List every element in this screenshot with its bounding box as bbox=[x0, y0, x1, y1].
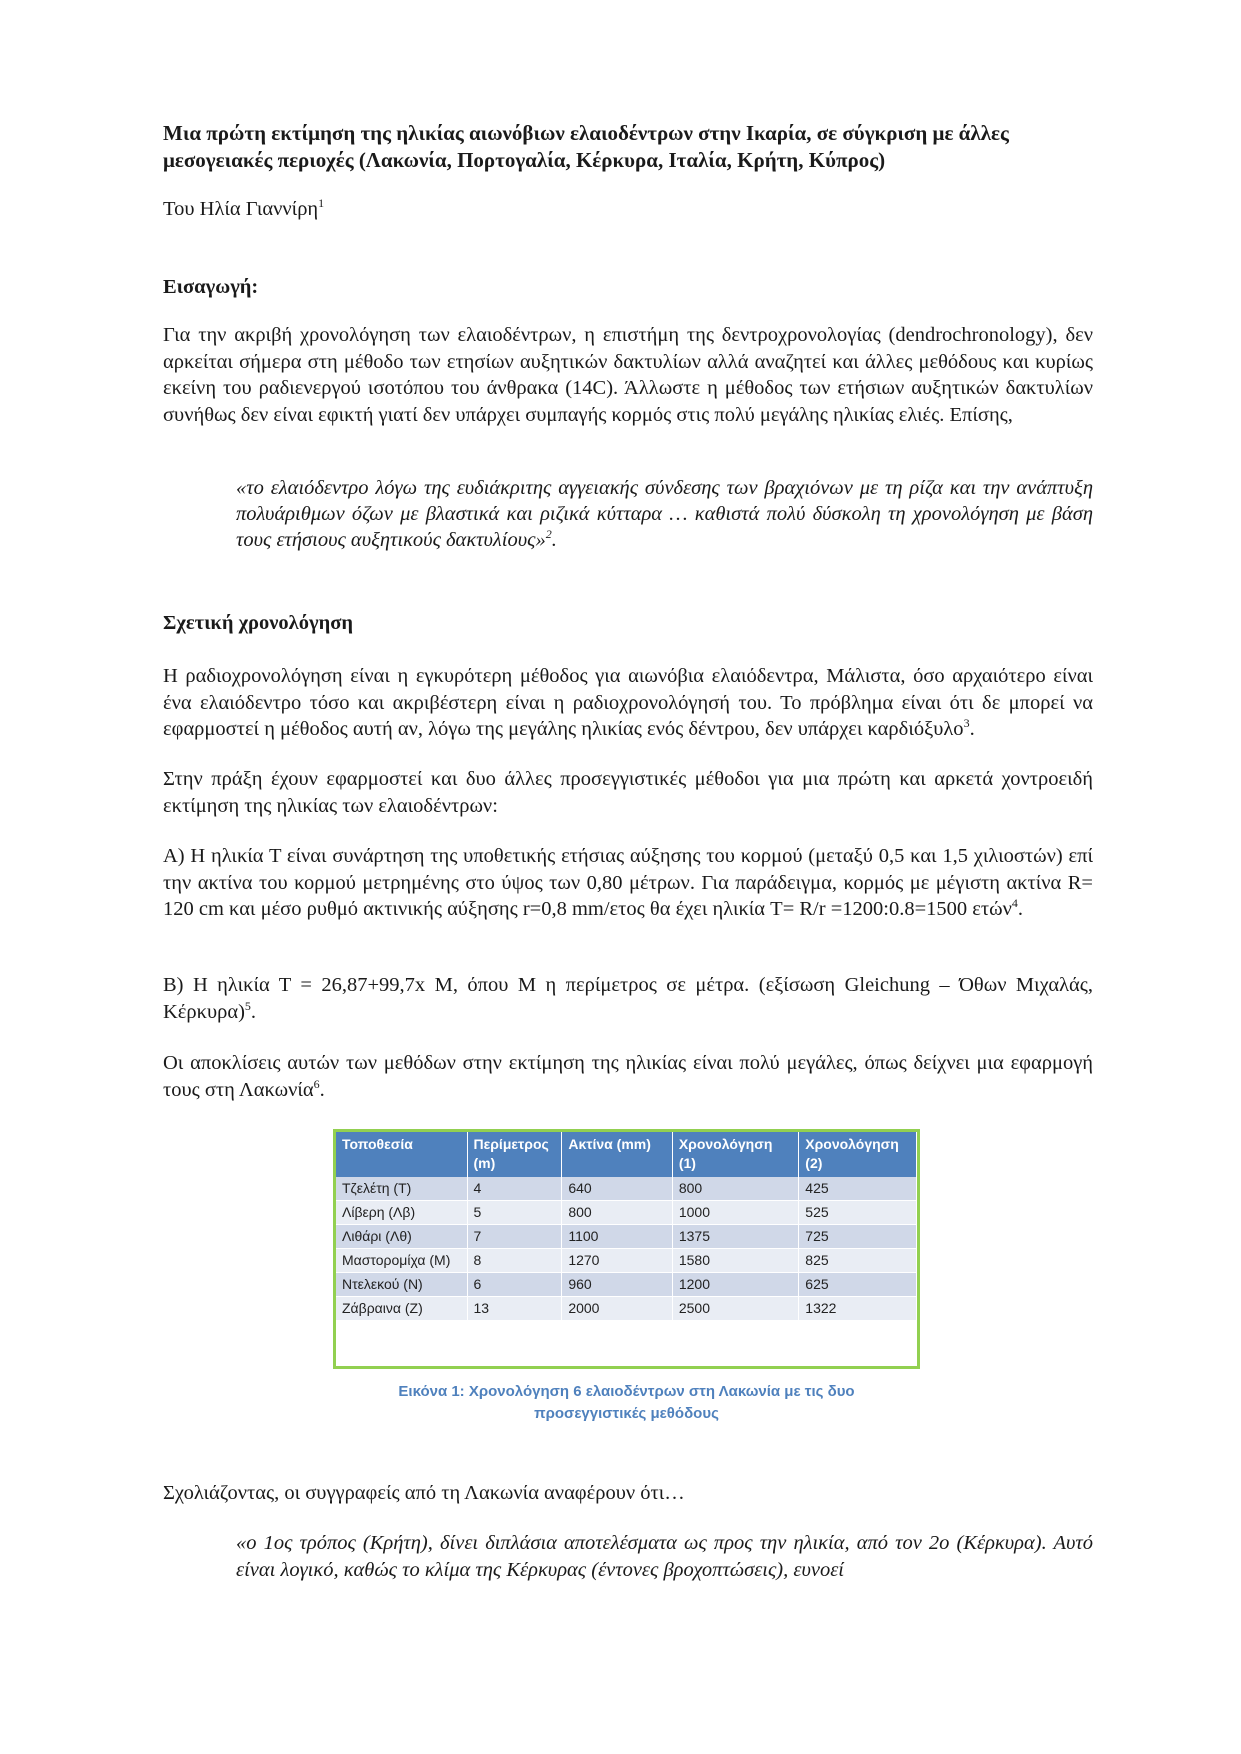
author-name: Του Ηλία Γιαννίρη bbox=[163, 198, 319, 220]
table-cell: Λιθάρι (Λθ) bbox=[336, 1225, 467, 1249]
column-header-location: Τοποθεσία bbox=[336, 1132, 467, 1177]
table-cell: 4 bbox=[467, 1177, 562, 1201]
table-cell: 7 bbox=[467, 1225, 562, 1249]
table-cell: 1580 bbox=[672, 1249, 798, 1273]
table-cell: 1100 bbox=[562, 1225, 673, 1249]
intro-heading: Εισαγωγή: bbox=[163, 276, 259, 298]
method-b-text: Β) Η ηλικία Τ = 26,87+99,7x M, όπου Μ η περίμετρος σε μέτρα. (εξίσωση Gleichung – Όθων Μιχαλάς, Κέρκυρα) bbox=[163, 974, 1093, 1023]
table-header-row bbox=[336, 1132, 917, 1177]
footnote-ref-1: 1 bbox=[318, 196, 325, 211]
footnote-ref-5: 5 bbox=[244, 998, 251, 1013]
relative-paragraph-1-end: . bbox=[969, 718, 975, 740]
table-cell: 2000 bbox=[562, 1297, 673, 1321]
relative-paragraph-2: Στην πράξη έχουν εφαρμοστεί και δυο άλλες προσεγγιστικές μέθοδοι για μια πρώτη και αρκετά χοντροειδή εκτίμηση της ηλικίας των ελαιοδέντρων: bbox=[163, 768, 1093, 817]
table-cell: 5 bbox=[467, 1201, 562, 1225]
table-row bbox=[336, 1273, 917, 1297]
table-cell: Ντελεκού (Ν) bbox=[336, 1273, 467, 1297]
footnote-ref-4: 4 bbox=[1011, 896, 1018, 911]
dating-table-frame bbox=[333, 1129, 920, 1369]
table-cell: 1200 bbox=[672, 1273, 798, 1297]
table-cell: 525 bbox=[799, 1201, 917, 1225]
deviation-paragraph bbox=[163, 1050, 1093, 1103]
table-cell: 640 bbox=[562, 1177, 673, 1201]
figure-caption-line-2: προσεγγιστικές μεθόδους bbox=[534, 1405, 719, 1422]
table-cell: 1000 bbox=[672, 1201, 798, 1225]
table-row bbox=[336, 1225, 917, 1249]
column-header-radius: Ακτίνα (mm) bbox=[562, 1132, 673, 1177]
dating-table bbox=[336, 1132, 917, 1321]
table-cell: 13 bbox=[467, 1297, 562, 1321]
intro-quote-end: . bbox=[551, 529, 557, 551]
footnote-ref-6: 6 bbox=[313, 1076, 320, 1091]
table-row bbox=[336, 1249, 917, 1273]
deviation-text: Οι αποκλίσεις αυτών των μεθόδων στην εκτίμηση της ηλικίας είναι πολύ μεγάλες, όπως δείχνει μια εφαρμογή τους στη Λακωνία bbox=[163, 1052, 1093, 1101]
footnote-ref-2: 2 bbox=[545, 527, 552, 542]
table-cell: 8 bbox=[467, 1249, 562, 1273]
table-cell: 1270 bbox=[562, 1249, 673, 1273]
table-cell: Μαστορομίχα (Μ) bbox=[336, 1249, 467, 1273]
method-a-text: Α) Η ηλικία Τ είναι συνάρτηση της υποθετικής ετήσιας αύξησης του κορμού (μεταξύ 0,5 και 1,5 χιλιοστών) επί την ακτίνα του κορμού μετρημένης στο ύψος των 0,80 μέτρων. Για παράδειγμα, κορμός με μέγιστη ακτίνα R= 120 cm και μέσο ρυθμό ακτινικής αύξησης r=0,8 mm/ετος θα έχει ηλικία T= R/r =1200:0.8=1500 ετών bbox=[163, 845, 1093, 920]
table-cell: 825 bbox=[799, 1249, 917, 1273]
table-cell: 625 bbox=[799, 1273, 917, 1297]
table-cell: 425 bbox=[799, 1177, 917, 1201]
intro-quote bbox=[236, 475, 1093, 553]
relative-paragraph-1-text: Η ραδιοχρονολόγηση είναι η εγκυρότερη μέθοδος για αιωνόβια ελαιόδεντρα, Μάλιστα, όσο αρχαιότερο είναι ένα ελαιόδεντρο τόσο και ακριβέστερη είναι η ραδιοχρονολόγησή του. Το πρόβλημα είναι ότι δε μπορεί να εφαρμοστεί η μέθοδος αυτή αν, λόγω της μεγάλης ηλικίας ενός δέντρου, δεν υπάρχει καρδιόξυλο bbox=[163, 665, 1093, 740]
table-cell: 960 bbox=[562, 1273, 673, 1297]
table-cell: 725 bbox=[799, 1225, 917, 1249]
method-b-end: . bbox=[250, 1000, 257, 1023]
figure-caption bbox=[333, 1381, 920, 1425]
relative-heading: Σχετική χρονολόγηση bbox=[163, 612, 354, 634]
method-b-paragraph bbox=[163, 972, 1093, 1025]
relative-paragraph-1 bbox=[163, 663, 1093, 743]
table-cell: 800 bbox=[672, 1177, 798, 1201]
method-a-end: . bbox=[1017, 898, 1024, 920]
table-cell: Ζάβραινα (Ζ) bbox=[336, 1297, 467, 1321]
table-row bbox=[336, 1177, 917, 1201]
comment-paragraph: Σχολιάζοντας, οι συγγραφείς από τη Λακωνία αναφέρουν ότι… bbox=[163, 1482, 685, 1504]
table-cell: 1375 bbox=[672, 1225, 798, 1249]
table-cell: 1322 bbox=[799, 1297, 917, 1321]
method-a-paragraph bbox=[163, 843, 1093, 923]
figure-caption-line-1: Εικόνα 1: Χρονολόγηση 6 ελαιοδέντρων στη Λακωνία με τις δυο bbox=[398, 1383, 855, 1400]
table-cell: Τζελέτη (Τ) bbox=[336, 1177, 467, 1201]
table-cell: 6 bbox=[467, 1273, 562, 1297]
author-line bbox=[163, 196, 324, 223]
column-header-dating-1: Χρονολόγηση (1) bbox=[672, 1132, 798, 1177]
table-cell: 800 bbox=[562, 1201, 673, 1225]
document-title: Μια πρώτη εκτίμηση της ηλικίας αιωνόβιων ελαιοδέντρων στην Ικαρία, σε σύγκριση με άλλες μεσογειακές περιοχές (Λακωνία, Πορτογαλία, Κέρκυρα, Ιταλία, Κρήτη, Κύπρος) bbox=[163, 121, 1009, 172]
column-header-dating-2: Χρονολόγηση (2) bbox=[799, 1132, 917, 1177]
intro-quote-text: «το ελαιόδεντρο λόγω της ευδιάκριτης αγγειακής σύνδεσης των βραχιόνων με τη ρίζα και την ανάπτυξη πολυάριθμων όζων με βλαστικά και ριζικά κύτταρα … καθιστά πολύ δύσκολη τη χρονολόγηση με βάση τους ετήσιους αυξητικούς δακτυλίους» bbox=[236, 477, 1093, 551]
table-row bbox=[336, 1297, 917, 1321]
deviation-end: . bbox=[319, 1078, 325, 1101]
table-cell: Λίβερη (Λβ) bbox=[336, 1201, 467, 1225]
table-row bbox=[336, 1201, 917, 1225]
column-header-perimeter: Περίμετρος (m) bbox=[467, 1132, 562, 1177]
table-cell: 2500 bbox=[672, 1297, 798, 1321]
footnote-ref-3: 3 bbox=[963, 716, 970, 731]
intro-paragraph: Για την ακριβή χρονολόγηση των ελαιοδέντρων, η επιστήμη της δεντροχρονολογίας (dendrochronology), δεν αρκείται σήμερα στη μέθοδο των ετησίων αυξητικών δακτυλίων αλλά αναζητεί και άλλες μεθόδους και κυρίως εκείνη του ραδιενεργού ισοτόπου του άνθρακα (14C). Άλλωστε η μέθοδος των ετήσιων αυξητικών δακτυλίων συνήθως δεν είναι εφικτή γιατί δεν υπάρχει συμπαγής κορμός στις πολύ μεγάλης ηλικίας ελιές. Επίσης, bbox=[163, 324, 1093, 426]
comment-quote: «ο 1ος τρόπος (Κρήτη), δίνει διπλάσια αποτελέσματα ως προς την ηλικία, από τον 2ο (Κέρκυρα). Αυτό είναι λογικό, καθώς το κλίμα της Κέρκυρας (έντονες βροχοπτώσεις), ευνοεί bbox=[236, 1532, 1093, 1581]
